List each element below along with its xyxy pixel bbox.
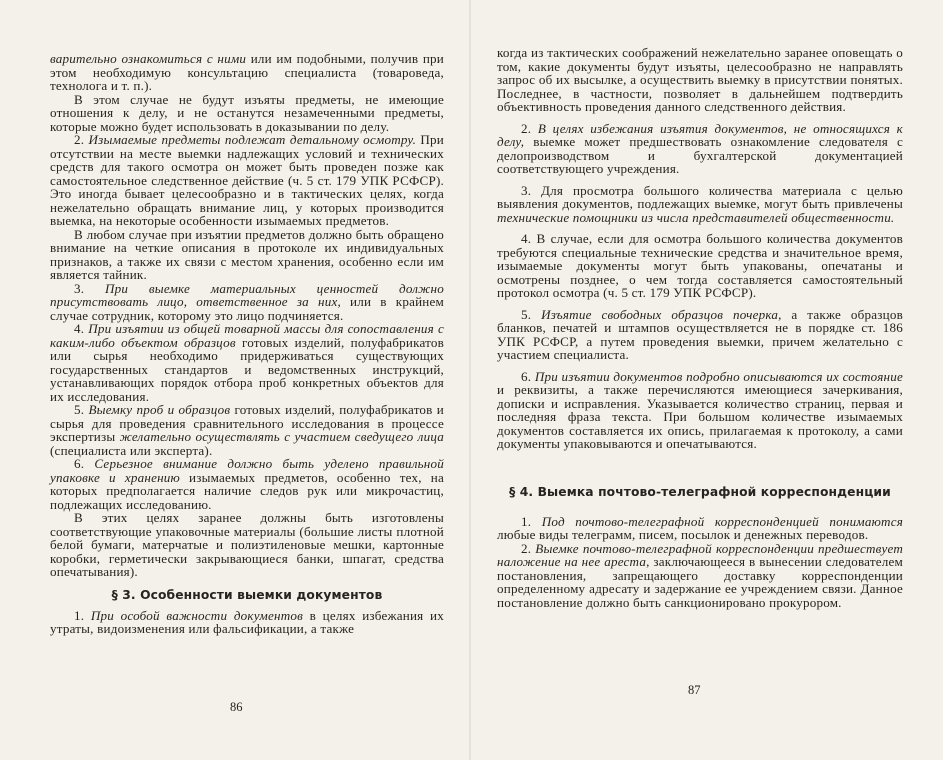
- text-run: и реквизиты, а также перечисляются имеющиеся зачеркивания, дописки и исправления. Указывается количество страниц, первая и последняя фраза текста. При большом количестве изымаемых документов составляется их опись, прилагаемая к протоколу, а сами документы упаковываются и опечатываются.: [497, 382, 903, 451]
- text-run: любые виды телеграмм, писем, посылок и денежных переводов.: [497, 527, 869, 542]
- paragraph: [497, 46, 903, 114]
- paragraph: [50, 228, 444, 282]
- text-run: 4.: [74, 321, 89, 336]
- text-run: В этом случае не будут изъяты предметы, не имеющие отношения к делу, и не останутся незамеченными предметы, которые можно будет использовать в доказывании по делу.: [50, 91, 444, 134]
- paragraph: [497, 232, 903, 300]
- italic-text-run: В целях избежания изъятия документов, не относящихся к делу,: [497, 120, 903, 149]
- section-heading-3: § 3. Особенности выемки документов: [111, 587, 383, 602]
- paragraph: [497, 122, 903, 176]
- italic-text-run: При изъятии из общей товарной массы для сопоставления с каким-либо объектом образцов: [50, 321, 444, 350]
- paragraph: [50, 282, 444, 323]
- italic-text-run: При особой важности документов: [90, 607, 303, 623]
- paragraph: [50, 457, 444, 511]
- right-page-body: [497, 46, 903, 451]
- text-run: В этих целях заранее должны быть изготовлены соответствующие упаковочные материалы (большие листы плотной белой бумаги, матерчатые и полиэтиленовые мешки, картонные коробки, герметически закрывающиеся банки, шпагат, средства опечатывания).: [50, 510, 444, 579]
- text-run: 3. Для просмотра большого количества материала с целью выявления документов, подлежащих выемке, могут быть привлечены: [497, 182, 903, 211]
- page-number-right: 87: [688, 683, 701, 697]
- text-run: готовых изделий, полуфабрикатов и сырья для проведения сравнительного исследования в процессе экспертизы: [50, 402, 444, 444]
- paragraph: [50, 403, 444, 457]
- italic-text-run: технические помощники из числа представителей общественности.: [497, 209, 895, 225]
- text-run: 6.: [521, 368, 535, 384]
- text-run: 1.: [521, 513, 542, 529]
- italic-text-run: желательно осуществлять с участием сведущего лица: [119, 429, 444, 444]
- italic-text-run: Под почтово-телеграфной корреспонденцией понимаются: [541, 513, 904, 529]
- paragraph: [50, 511, 444, 579]
- right-page-body-after-heading: [497, 515, 903, 610]
- text-run: заключающееся в вынесении следователем постановления, запрещающего доставку корреспонденции определенному адресату и задержание ее учреждением связи. Данное постановление должно быть санкционировано прокурором.: [497, 554, 903, 610]
- text-run: 1.: [74, 607, 91, 623]
- paragraph: [497, 542, 903, 610]
- text-run: 6.: [74, 456, 95, 471]
- italic-text-run: Изъятие свободных образцов почерка,: [541, 306, 782, 322]
- text-run: 3.: [74, 280, 105, 296]
- page-number-left: 86: [230, 700, 243, 714]
- text-run: 2.: [74, 132, 89, 147]
- paragraph: [50, 609, 444, 636]
- paragraph: [50, 322, 444, 403]
- paragraph: [497, 308, 903, 362]
- section-heading-4: § 4. Выемка почтово-телеграфной корреспонденции: [509, 484, 891, 499]
- text-run: когда из тактических соображений нежелательно заранее оповещать о том, какие документы будут изъяты, целесообразно не направлять запрос об их высылке, а осуществить выемку в присутствии понятых. Последнее, в частности, позволяет в дальнейшем подтвердить объективность проведения данного следственного действия.: [497, 45, 903, 114]
- text-run: 5.: [521, 306, 542, 322]
- text-run: 2.: [521, 120, 538, 136]
- italic-text-run: Серьезное внимание должно быть уделено правильной упаковке и хранению: [50, 456, 444, 485]
- paragraph: [50, 52, 444, 93]
- italic-text-run: При выемке материальных ценностей должно присутствовать лицо, ответственное за них,: [50, 280, 444, 309]
- text-run: готовых изделий, полуфабрикатов или сырья необходимо придерживаться существующих государственных стандартов и ведомственных инструкций, устанавливающих порядок отбора проб конкретных объектов для их исследования.: [50, 334, 445, 404]
- text-run: в целях избежания их утраты, видоизменения или фальсификации, а также: [50, 607, 444, 636]
- left-page-body: [50, 52, 444, 579]
- italic-text-run: варительно ознакомиться с ними: [50, 51, 247, 66]
- text-run: 4. В случае, если для осмотра большого количества документов требуются специальные технические средства и значительное время, изымаемые документы могут быть упакованы, опечатаны и осмотрены позднее, о чем тогда составляется самостоятельный протокол осмотра (ч. 5 ст. 179 УПК РСФСР).: [497, 231, 903, 300]
- text-run: или им подобными, получив при этом необходимую консультацию специалиста (товароведа, технолога и т. п.).: [50, 51, 444, 93]
- text-run: При отсутствии на месте выемки надлежащих условий и технических средств для такого осмотра он может быть проведен позже как самостоятельное следственное действие (ч. 5 ст. 179 УПК РСФСР). Это иногда бывает целесообразно и в тактических целях, когда нежелательно обращать внимание лиц, у которых производится выемка, на некоторые особенности изымаемых предметов.: [50, 132, 445, 228]
- left-page-body-after-heading: [50, 609, 444, 636]
- left-page: [0, 0, 470, 760]
- text-run: 5.: [74, 402, 89, 417]
- text-run: В любом случае при изъятии предметов должно быть обращено внимание на четкие описания в протоколе их индивидуальных признаков, а также их связи с местом хранения, особенно если им является тайник.: [50, 226, 444, 282]
- italic-text-run: Изымаемые предметы подлежат детальному осмотру.: [88, 132, 417, 147]
- italic-text-run: При изъятии документов подробно описываются их состояние: [534, 368, 903, 384]
- italic-text-run: Выемке почтово-телеграфной корреспонденции предшествует наложение на нее ареста,: [497, 540, 903, 569]
- paragraph: [50, 93, 444, 134]
- paragraph: [497, 184, 903, 225]
- text-run: (специалиста или эксперта).: [50, 442, 213, 458]
- text-run: или в крайнем случае сотрудник, которому это лицо подчиняется.: [50, 294, 444, 323]
- text-run: выемке может предшествовать ознакомление следователя с делопроизводством и бухгалтерской документацией соответствующего учреждения.: [497, 134, 903, 176]
- text-run: 2.: [521, 540, 536, 556]
- paragraph: [497, 515, 903, 542]
- paragraph: [50, 133, 444, 228]
- text-run: а также образцов бланков, печатей и штампов осуществляется не в порядке ст. 186 УПК РСФСР, а путем проведения выемки, причем желательно с участием специалиста.: [497, 306, 903, 362]
- right-page: [470, 0, 943, 760]
- text-run: изымаемых предметов, особенно тех, на которых предполагается наличие следов рук или микрочастиц, подлежащих исследованию.: [50, 469, 444, 512]
- italic-text-run: Выемку проб и образцов: [88, 402, 231, 417]
- paragraph: [497, 370, 903, 451]
